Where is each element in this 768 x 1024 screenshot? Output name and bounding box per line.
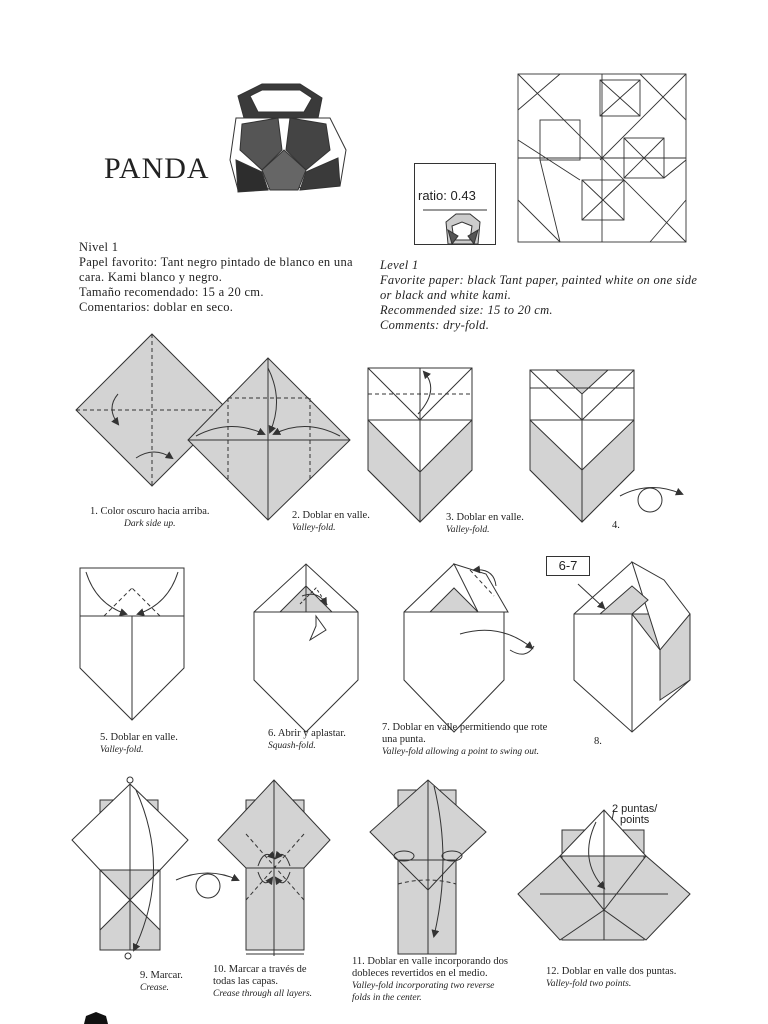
step-1-caption (90, 506, 210, 530)
level-en: Level 1 (380, 258, 419, 272)
step-10-diagram (218, 780, 330, 956)
step-3-en: Valley-fold. (446, 525, 490, 535)
step-12-diagram (518, 810, 690, 940)
step-4-diagram (530, 370, 682, 522)
step-7-es-2: una punta. (382, 734, 426, 745)
paper-en-1: Favorite paper: black Tant paper, painted white on one side (380, 273, 698, 287)
paper-es-1: Papel favorito: Tant negro pintado de blanco en una (79, 255, 353, 269)
paper-es-2: cara. Kami blanco y negro. (79, 270, 223, 284)
step-6-diagram (254, 564, 358, 732)
step-12-en: Valley-fold two points. (546, 979, 632, 989)
comments-es: Comentarios: doblar en seco. (79, 300, 234, 314)
step-6-en: Squash-fold. (268, 741, 316, 751)
ratio-label: ratio: 0.43 (418, 188, 476, 203)
step-8-diagram (574, 562, 690, 732)
step-7-es-1: 7. Doblar en valle permitiendo que rote (382, 722, 548, 733)
info-spanish (79, 240, 353, 315)
panda-model-illustration (230, 84, 346, 192)
step-11-es-1: 11. Doblar en valle incorporando dos (352, 956, 508, 967)
step-7-en: Valley-fold allowing a point to swing out. (382, 747, 540, 757)
step-6-es: 6. Abrir y aplastar. (268, 728, 346, 739)
info-english (380, 258, 697, 333)
page-corner-mark (84, 1012, 108, 1024)
points-label-1: 2 puntas/ (612, 803, 658, 815)
step-11-diagram (370, 780, 486, 954)
step-6-7-tag: 6-7 (546, 556, 590, 576)
step-3-diagram (368, 368, 472, 522)
step-12-es: 12. Doblar en valle dos puntas. (546, 966, 677, 977)
step-10-es-2: todas las capas. (213, 976, 279, 987)
step-5-en: Valley-fold. (100, 745, 144, 755)
page-title: PANDA (104, 152, 210, 185)
step-5-es: 5. Doblar en valle. (100, 732, 178, 743)
step-10-es-1: 10. Marcar a través de (213, 964, 307, 975)
step-12-caption (546, 966, 676, 990)
level-es: Nivel 1 (79, 240, 119, 254)
step-2-en: Valley-fold. (292, 523, 336, 533)
step-11-es-2: dobleces revertidos en el medio. (352, 968, 488, 979)
step-7-diagram (404, 564, 534, 732)
step-1-en: Dark side up. (124, 519, 176, 529)
step-2-es: 2. Doblar en valle. (292, 510, 370, 521)
step-2-caption (292, 510, 370, 534)
step-10-caption (213, 964, 312, 1000)
step-8-caption: 8. (594, 736, 602, 747)
crease-pattern (518, 74, 686, 242)
step-5-diagram (80, 568, 184, 720)
size-en: Recommended size: 15 to 20 cm. (380, 303, 553, 317)
step-9-caption (140, 970, 183, 994)
size-es: Tamaño recomendado: 15 a 20 cm. (79, 285, 264, 299)
step-2-diagram (188, 358, 350, 520)
step-7-caption (382, 722, 547, 758)
step-10-en: Crease through all layers. (213, 989, 313, 999)
step-9-diagram (72, 777, 238, 959)
points-label (612, 804, 657, 826)
step-5-caption (100, 732, 178, 756)
step-3-caption (446, 512, 524, 536)
step-1-diagram (76, 334, 228, 486)
step-11-en-1: Valley-fold incorporating two reverse (352, 981, 495, 991)
step-11-caption (352, 956, 508, 1004)
ratio-box (414, 163, 496, 245)
step-11-en-2: folds in the center. (352, 993, 422, 1003)
step-3-es: 3. Doblar en valle. (446, 512, 524, 523)
step-9-en: Crease. (140, 983, 169, 993)
comments-en: Comments: dry-fold. (380, 318, 490, 332)
step-6-caption (268, 728, 346, 752)
points-label-2: points (619, 814, 650, 826)
step-4-caption: 4. (612, 520, 620, 531)
paper-en-2: or black and white kami. (380, 288, 512, 302)
step-9-es: 9. Marcar. (140, 970, 183, 981)
step-1-es: 1. Color oscuro hacia arriba. (90, 506, 210, 517)
